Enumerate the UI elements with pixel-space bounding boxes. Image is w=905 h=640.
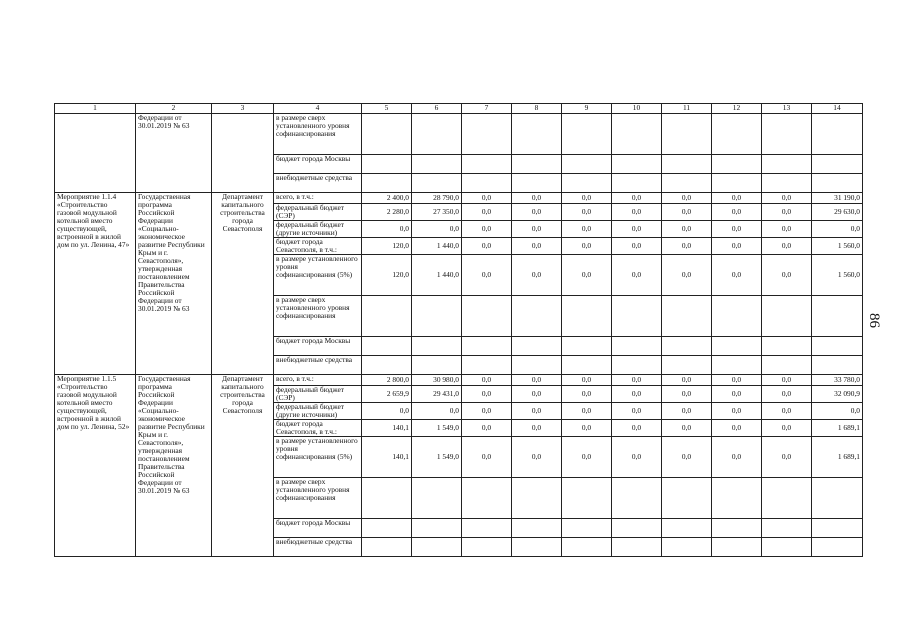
value-cell: [762, 337, 812, 356]
value-cell: 140,1: [362, 420, 412, 437]
value-cell: 0,0: [662, 193, 712, 204]
value-cell: 0,0: [762, 437, 812, 478]
value-cell: 0,0: [612, 238, 662, 255]
value-cell: [412, 356, 462, 375]
value-cell: 0,0: [612, 403, 662, 420]
source-label: внебюджетные средства: [274, 356, 362, 375]
value-cell: 0,0: [462, 193, 512, 204]
value-cell: 0,0: [762, 204, 812, 221]
table-row: [55, 114, 863, 155]
source-label: федеральный бюджет (СЭР): [274, 204, 362, 221]
value-cell: 1 560,0: [812, 255, 863, 296]
value-cell: [762, 478, 812, 519]
value-cell: 0,0: [762, 238, 812, 255]
value-cell: 0,0: [712, 420, 762, 437]
value-cell: [662, 296, 712, 337]
value-cell: [362, 478, 412, 519]
value-cell: 0,0: [512, 204, 562, 221]
value-cell: 0,0: [562, 420, 612, 437]
value-cell: [812, 538, 863, 557]
value-cell: 29 431,0: [412, 386, 462, 403]
source-label: бюджет города Москвы: [274, 155, 362, 174]
value-cell: 0,0: [762, 193, 812, 204]
value-cell: 0,0: [562, 193, 612, 204]
value-cell: [762, 519, 812, 538]
value-cell: [512, 519, 562, 538]
value-cell: 0,0: [762, 420, 812, 437]
value-cell: 0,0: [662, 221, 712, 238]
value-cell: [612, 337, 662, 356]
table-body: [55, 104, 863, 557]
value-cell: 33 780,0: [812, 375, 863, 386]
value-cell: 2 400,0: [362, 193, 412, 204]
executor-cell: Департамент капитального строительства города Севастополя: [212, 375, 274, 557]
value-cell: 0,0: [612, 193, 662, 204]
source-label: бюджет города Севастополя, в т.ч.:: [274, 420, 362, 437]
value-cell: [662, 519, 712, 538]
value-cell: [762, 538, 812, 557]
value-cell: [712, 356, 762, 375]
value-cell: [462, 519, 512, 538]
value-cell: 0,0: [512, 437, 562, 478]
value-cell: [562, 538, 612, 557]
value-cell: [762, 356, 812, 375]
value-cell: [762, 296, 812, 337]
column-header: 12: [712, 104, 762, 114]
value-cell: [712, 296, 762, 337]
value-cell: [512, 478, 562, 519]
value-cell: 0,0: [762, 375, 812, 386]
value-cell: [562, 478, 612, 519]
table-row: [55, 375, 863, 386]
value-cell: [462, 538, 512, 557]
column-header: 5: [362, 104, 412, 114]
table-row: [55, 193, 863, 204]
continued-measure-cell: [55, 114, 136, 193]
value-cell: [512, 538, 562, 557]
value-cell: [662, 538, 712, 557]
value-cell: 0,0: [712, 221, 762, 238]
executor-cell: Департамент капитального строительства города Севастополя: [212, 193, 274, 375]
value-cell: 0,0: [712, 375, 762, 386]
value-cell: 0,0: [662, 386, 712, 403]
value-cell: [562, 337, 612, 356]
value-cell: 1 549,0: [412, 437, 462, 478]
value-cell: 0,0: [562, 403, 612, 420]
column-header: 7: [462, 104, 512, 114]
value-cell: [662, 337, 712, 356]
source-label: в размере установленного уровня софинансирования (5%): [274, 255, 362, 296]
value-cell: 0,0: [562, 204, 612, 221]
value-cell: 0,0: [662, 375, 712, 386]
value-cell: 0,0: [762, 221, 812, 238]
value-cell: 0,0: [512, 193, 562, 204]
value-cell: 0,0: [462, 437, 512, 478]
value-cell: 1 440,0: [412, 255, 462, 296]
column-header: 11: [662, 104, 712, 114]
column-header: 8: [512, 104, 562, 114]
value-cell: [812, 478, 863, 519]
value-cell: [662, 478, 712, 519]
value-cell: [412, 337, 462, 356]
value-cell: 0,0: [462, 375, 512, 386]
column-header: 14: [812, 104, 863, 114]
value-cell: [612, 296, 662, 337]
value-cell: 0,0: [662, 437, 712, 478]
value-cell: [362, 519, 412, 538]
value-cell: 32 090,9: [812, 386, 863, 403]
value-cell: [562, 356, 612, 375]
source-label: бюджет города Москвы: [274, 337, 362, 356]
column-header: 10: [612, 104, 662, 114]
value-cell: [462, 356, 512, 375]
source-label: бюджет города Москвы: [274, 519, 362, 538]
value-cell: 0,0: [512, 375, 562, 386]
value-cell: 0,0: [612, 437, 662, 478]
source-label: в размере сверх установленного уровня софинансирования: [274, 114, 362, 155]
value-cell: 0,0: [512, 255, 562, 296]
value-cell: 0,0: [562, 386, 612, 403]
value-cell: [712, 538, 762, 557]
value-cell: 0,0: [762, 386, 812, 403]
value-cell: 0,0: [562, 255, 612, 296]
source-label: федеральный бюджет (СЭР): [274, 386, 362, 403]
value-cell: 0,0: [612, 386, 662, 403]
value-cell: 0,0: [512, 221, 562, 238]
value-cell: 0,0: [812, 221, 863, 238]
value-cell: [512, 296, 562, 337]
value-cell: 29 630,0: [812, 204, 863, 221]
value-cell: 31 190,0: [812, 193, 863, 204]
value-cell: [512, 356, 562, 375]
value-cell: [512, 337, 562, 356]
value-cell: 0,0: [662, 255, 712, 296]
value-cell: [462, 478, 512, 519]
column-header: 13: [762, 104, 812, 114]
value-cell: 0,0: [462, 221, 512, 238]
value-cell: 0,0: [512, 386, 562, 403]
source-label: внебюджетные средства: [274, 174, 362, 193]
value-cell: 0,0: [712, 204, 762, 221]
value-cell: 120,0: [362, 255, 412, 296]
source-label: всего, в т.ч.:: [274, 375, 362, 386]
value-cell: [662, 356, 712, 375]
value-cell: [812, 519, 863, 538]
source-label: федеральный бюджет (другие источники): [274, 403, 362, 420]
value-cell: [812, 296, 863, 337]
value-cell: [462, 296, 512, 337]
value-cell: 2 800,0: [362, 375, 412, 386]
value-cell: 0,0: [712, 386, 762, 403]
column-header: 6: [412, 104, 462, 114]
value-cell: 0,0: [662, 403, 712, 420]
value-cell: [612, 356, 662, 375]
value-cell: 1 440,0: [412, 238, 462, 255]
value-cell: 1 689,1: [812, 420, 863, 437]
value-cell: [562, 296, 612, 337]
value-cell: [562, 519, 612, 538]
value-cell: [362, 296, 412, 337]
value-cell: [362, 337, 412, 356]
value-cell: 1 549,0: [412, 420, 462, 437]
page-number: 86: [866, 313, 882, 328]
value-cell: 120,0: [362, 238, 412, 255]
header-row: [55, 104, 863, 114]
value-cell: [712, 478, 762, 519]
funding-table: [54, 103, 863, 557]
value-cell: [412, 296, 462, 337]
value-cell: 0,0: [562, 375, 612, 386]
program-cell: Государственная программа Российской Федерации «Социально-экономическое развитие Республики Крым и г. Севастополя», утвержденная постановлением Правительства Российской Федерации от 30.01.2019 № 63: [136, 193, 212, 375]
value-cell: 0,0: [762, 403, 812, 420]
value-cell: 2 280,0: [362, 204, 412, 221]
value-cell: 0,0: [462, 204, 512, 221]
value-cell: 0,0: [362, 221, 412, 238]
column-header: 1: [55, 104, 136, 114]
value-cell: [412, 519, 462, 538]
value-cell: 0,0: [612, 204, 662, 221]
value-cell: [462, 337, 512, 356]
measure-name-cell: Мероприятие 1.1.5 «Строительство газовой модульной котельной вместо существующей, встроенной в жилой дом по ул. Ленина, 52»: [55, 375, 136, 557]
value-cell: [812, 337, 863, 356]
value-cell: 27 350,0: [412, 204, 462, 221]
column-header: 3: [212, 104, 274, 114]
value-cell: 0,0: [712, 403, 762, 420]
value-cell: 140,1: [362, 437, 412, 478]
value-cell: 0,0: [612, 375, 662, 386]
value-cell: 0,0: [562, 238, 612, 255]
value-cell: 1 560,0: [812, 238, 863, 255]
value-cell: 0,0: [462, 420, 512, 437]
continued-executor-cell: [212, 114, 274, 193]
source-label: в размере сверх установленного уровня софинансирования: [274, 296, 362, 337]
value-cell: 0,0: [812, 403, 863, 420]
value-cell: 0,0: [612, 255, 662, 296]
source-label: всего, в т.ч.:: [274, 193, 362, 204]
value-cell: [712, 519, 762, 538]
value-cell: 0,0: [562, 221, 612, 238]
value-cell: [812, 356, 863, 375]
value-cell: 0,0: [362, 403, 412, 420]
source-label: в размере установленного уровня софинансирования (5%): [274, 437, 362, 478]
value-cell: 1 689,1: [812, 437, 863, 478]
value-cell: [612, 538, 662, 557]
value-cell: 0,0: [512, 420, 562, 437]
source-label: внебюджетные средства: [274, 538, 362, 557]
value-cell: 0,0: [412, 403, 462, 420]
value-cell: 0,0: [512, 403, 562, 420]
value-cell: 0,0: [662, 238, 712, 255]
value-cell: [412, 538, 462, 557]
value-cell: 0,0: [612, 221, 662, 238]
source-label: бюджет города Севастополя, в т.ч.:: [274, 238, 362, 255]
value-cell: 0,0: [462, 238, 512, 255]
value-cell: 0,0: [462, 255, 512, 296]
value-cell: [412, 478, 462, 519]
value-cell: 28 790,0: [412, 193, 462, 204]
value-cell: 0,0: [662, 420, 712, 437]
column-header: 4: [274, 104, 362, 114]
value-cell: 0,0: [462, 403, 512, 420]
value-cell: 0,0: [462, 386, 512, 403]
value-cell: 2 659,9: [362, 386, 412, 403]
value-cell: [612, 478, 662, 519]
value-cell: 30 980,0: [412, 375, 462, 386]
value-cell: 0,0: [712, 437, 762, 478]
value-cell: [612, 519, 662, 538]
column-header: 2: [136, 104, 212, 114]
value-cell: 0,0: [712, 193, 762, 204]
source-label: в размере сверх установленного уровня софинансирования: [274, 478, 362, 519]
value-cell: [712, 337, 762, 356]
value-cell: 0,0: [712, 255, 762, 296]
value-cell: 0,0: [412, 221, 462, 238]
value-cell: 0,0: [512, 238, 562, 255]
column-header: 9: [562, 104, 612, 114]
value-cell: [362, 538, 412, 557]
continued-program-cell: Федерации от 30.01.2019 № 63: [136, 114, 212, 193]
value-cell: 0,0: [662, 204, 712, 221]
value-cell: 0,0: [612, 420, 662, 437]
value-cell: [362, 356, 412, 375]
value-cell: 0,0: [712, 238, 762, 255]
program-cell: Государственная программа Российской Федерации «Социально-экономическое развитие Республики Крым и г. Севастополя», утвержденная постановлением Правительства Российской Федерации от 30.01.2019 № 63: [136, 375, 212, 557]
measure-name-cell: Мероприятие 1.1.4 «Строительство газовой модульной котельной вместо существующей, встроенной в жилой дом по ул. Ленина, 47»: [55, 193, 136, 375]
source-label: федеральный бюджет (другие источники): [274, 221, 362, 238]
value-cell: 0,0: [762, 255, 812, 296]
value-cell: 0,0: [562, 437, 612, 478]
